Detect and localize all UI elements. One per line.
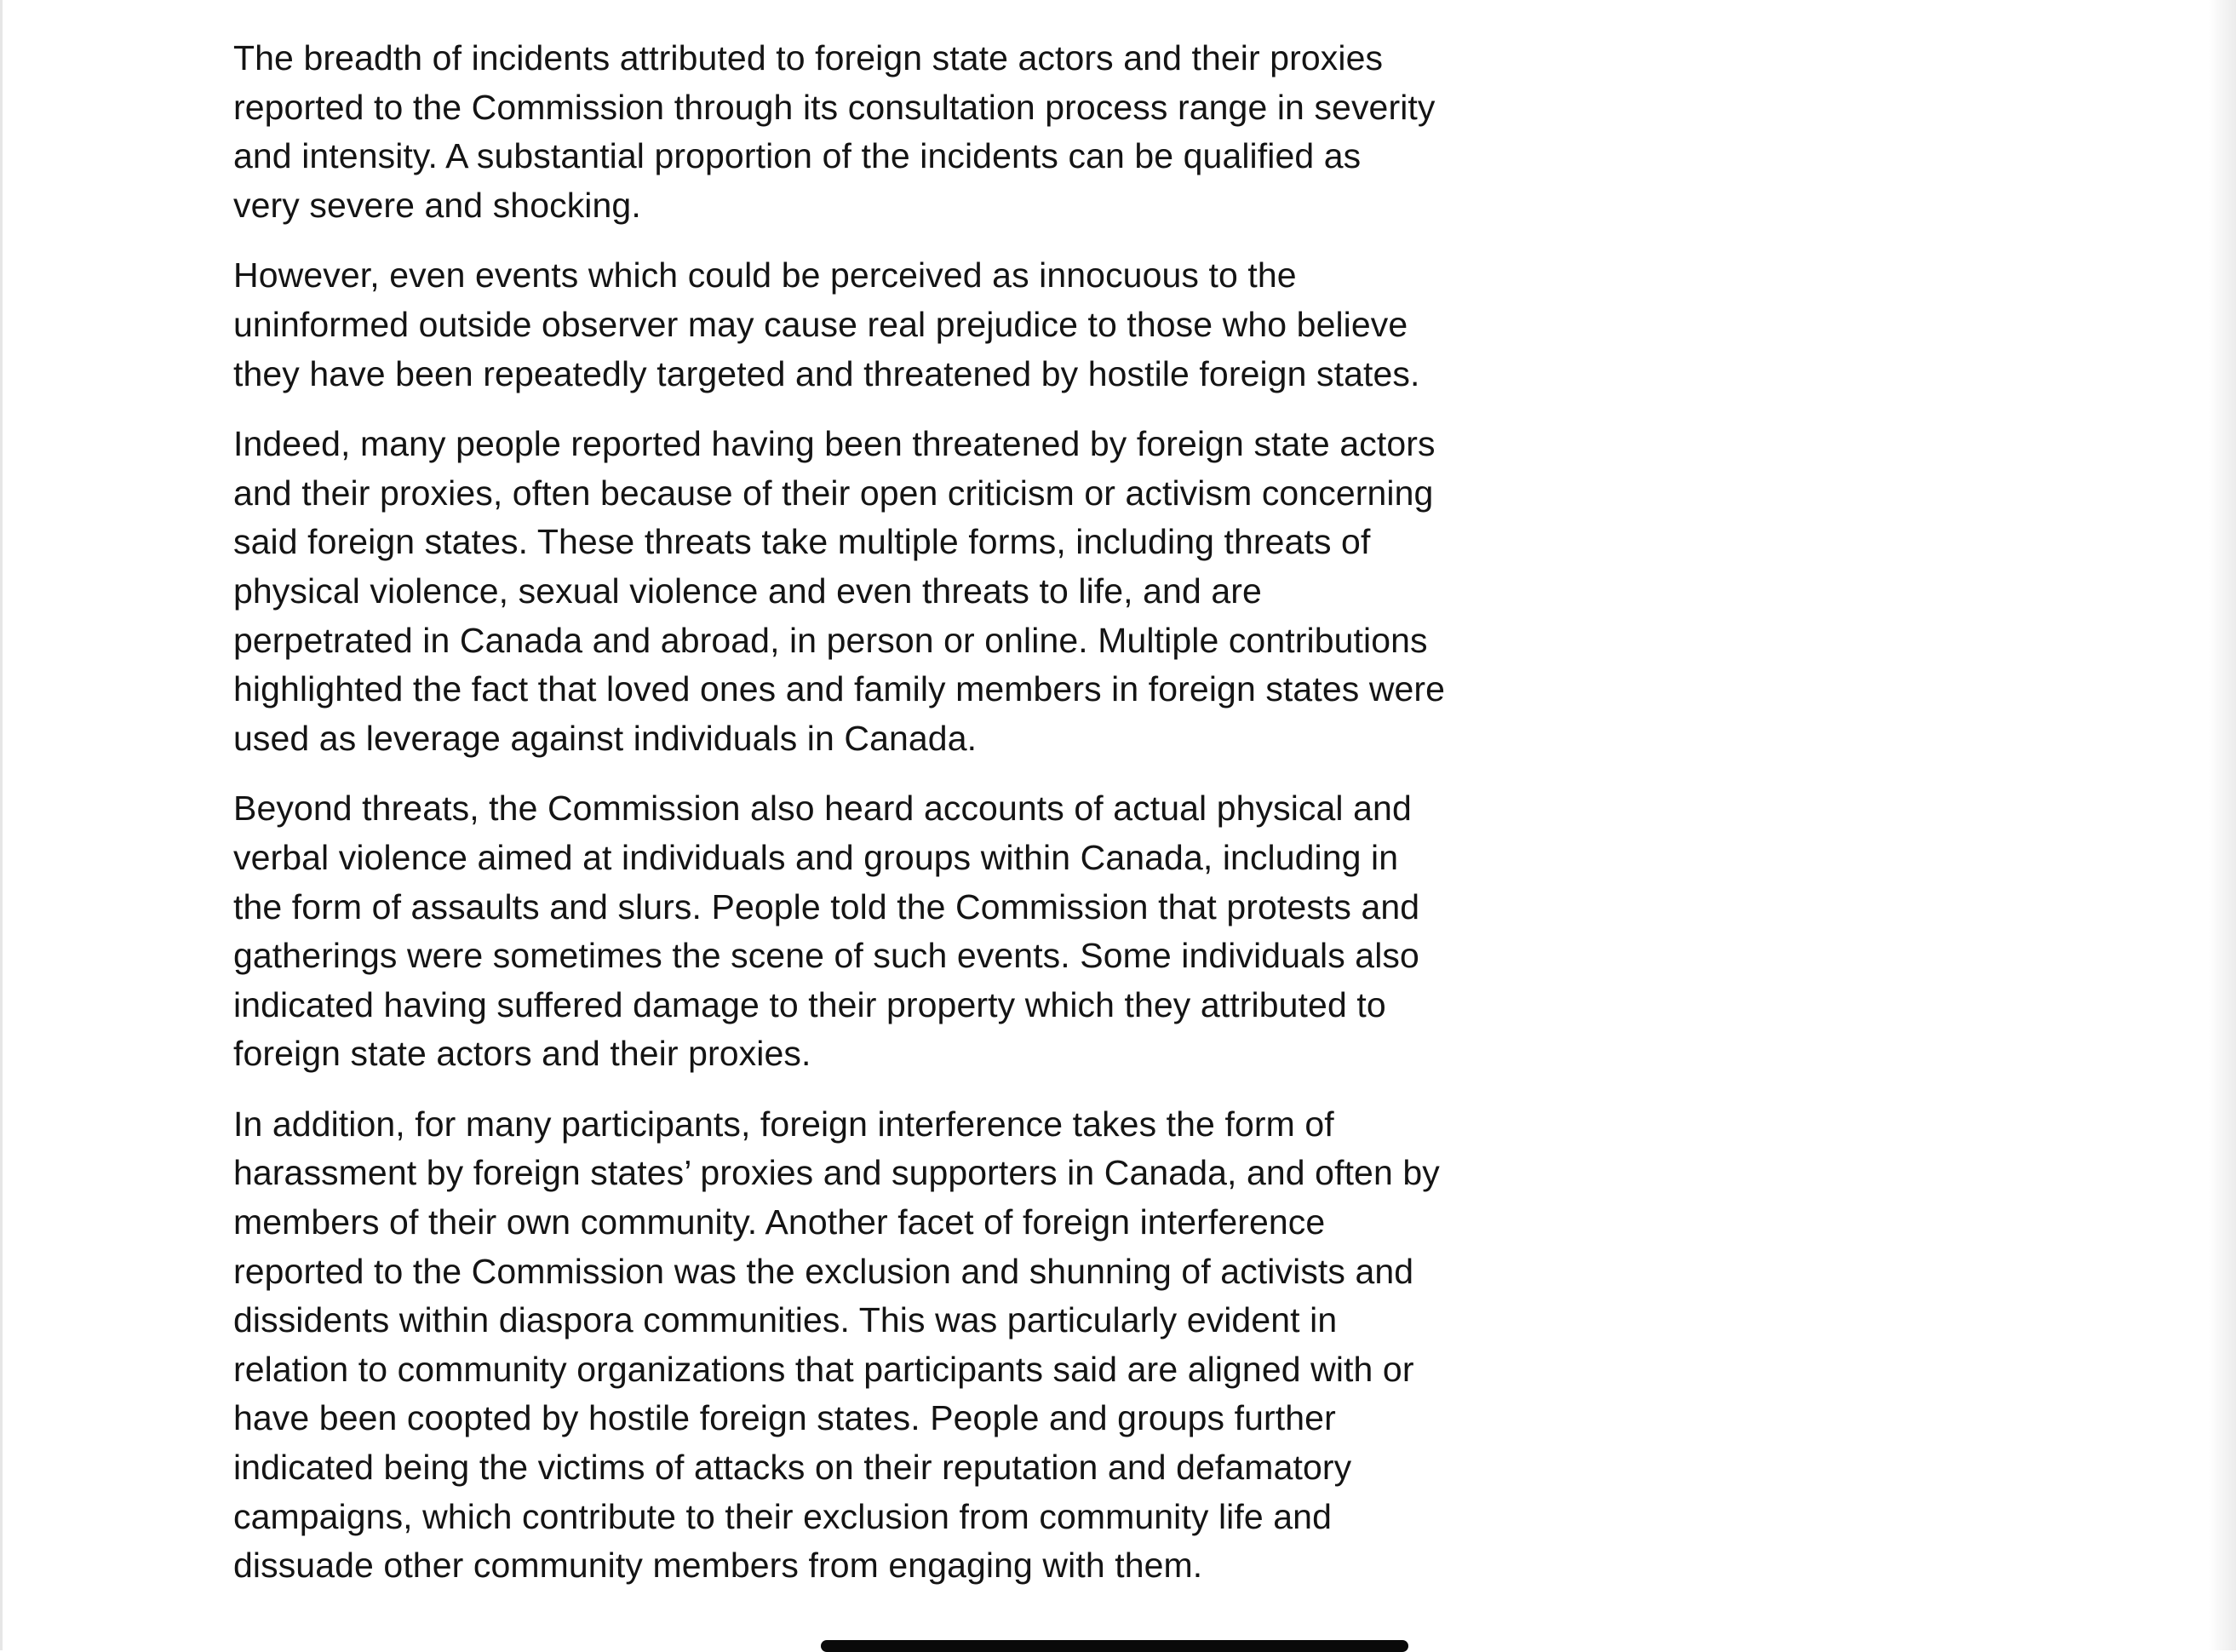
page-right-edge [2209, 0, 2236, 1650]
paragraph-line: reported to the Commission through its consultation process range in severity [233, 87, 1436, 127]
paragraph-line: Beyond threats, the Commission also heard accounts of actual physical and [233, 789, 1412, 829]
paragraph-line: indicated being the victims of attacks on their reputation and defamatory [233, 1448, 1352, 1488]
paragraph-line: have been coopted by hostile foreign states. People and groups further [233, 1398, 1336, 1438]
paragraph-line: and intensity. A substantial proportion of the incidents can be qualified as [233, 136, 1362, 176]
paragraph-line: uninformed outside observer may cause real prejudice to those who believe [233, 304, 1408, 344]
paragraph-2 [233, 251, 1596, 399]
paragraph-line: dissidents within diaspora communities. This was particularly evident in [233, 1300, 1338, 1340]
paragraph-line: verbal violence aimed at individuals and groups within Canada, including in [233, 837, 1399, 877]
paragraph-line: Indeed, many people reported having been threatened by foreign state actors [233, 424, 1436, 464]
paragraph-4 [233, 784, 1596, 1079]
paragraph-line: and their proxies, often because of their open criticism or activism concerning [233, 473, 1434, 513]
paragraph-line: used as leverage against individuals in Canada. [233, 718, 978, 758]
paragraph-line: gatherings were sometimes the scene of such events. Some individuals also [233, 936, 1419, 976]
paragraph-line: reported to the Commission was the exclusion and shunning of activists and [233, 1251, 1414, 1291]
paragraph-line: physical violence, sexual violence and even threats to life, and are [233, 571, 1262, 611]
document-body[interactable] [233, 34, 1596, 1612]
paragraph-line: However, even events which could be perceived as innocuous to the [233, 255, 1297, 295]
paragraph-3 [233, 420, 1596, 763]
paragraph-line: members of their own community. Another facet of foreign interference [233, 1202, 1326, 1242]
paragraph-5 [233, 1100, 1596, 1591]
paragraph-line: the form of assaults and slurs. People told the Commission that protests and [233, 886, 1420, 926]
page-left-edge [0, 0, 3, 1650]
paragraph-line: relation to community organizations that participants said are aligned with or [233, 1349, 1414, 1389]
paragraph-line: campaigns, which contribute to their exclusion from community life and [233, 1496, 1332, 1536]
paragraph-line: said foreign states. These threats take multiple forms, including threats of [233, 522, 1371, 562]
paragraph-1 [233, 34, 1596, 230]
paragraph-line: very severe and shocking. [233, 185, 641, 225]
paragraph-line: they have been repeatedly targeted and threatened by hostile foreign states. [233, 353, 1420, 393]
paragraph-line: indicated having suffered damage to their property which they attributed to [233, 984, 1386, 1024]
paragraph-line: harassment by foreign states’ proxies and supporters in Canada, and often by [233, 1153, 1440, 1193]
paragraph-line: highlighted the fact that loved ones and family members in foreign states were [233, 669, 1446, 709]
paragraph-line: foreign state actors and their proxies. [233, 1034, 811, 1074]
paragraph-line: The breadth of incidents attributed to foreign state actors and their proxies [233, 38, 1384, 77]
paragraph-line: dissuade other community members from engaging with them. [233, 1546, 1203, 1586]
paragraph-line: In addition, for many participants, foreign interference takes the form of [233, 1104, 1334, 1144]
paragraph-line: perpetrated in Canada and abroad, in person or online. Multiple contributions [233, 620, 1428, 660]
